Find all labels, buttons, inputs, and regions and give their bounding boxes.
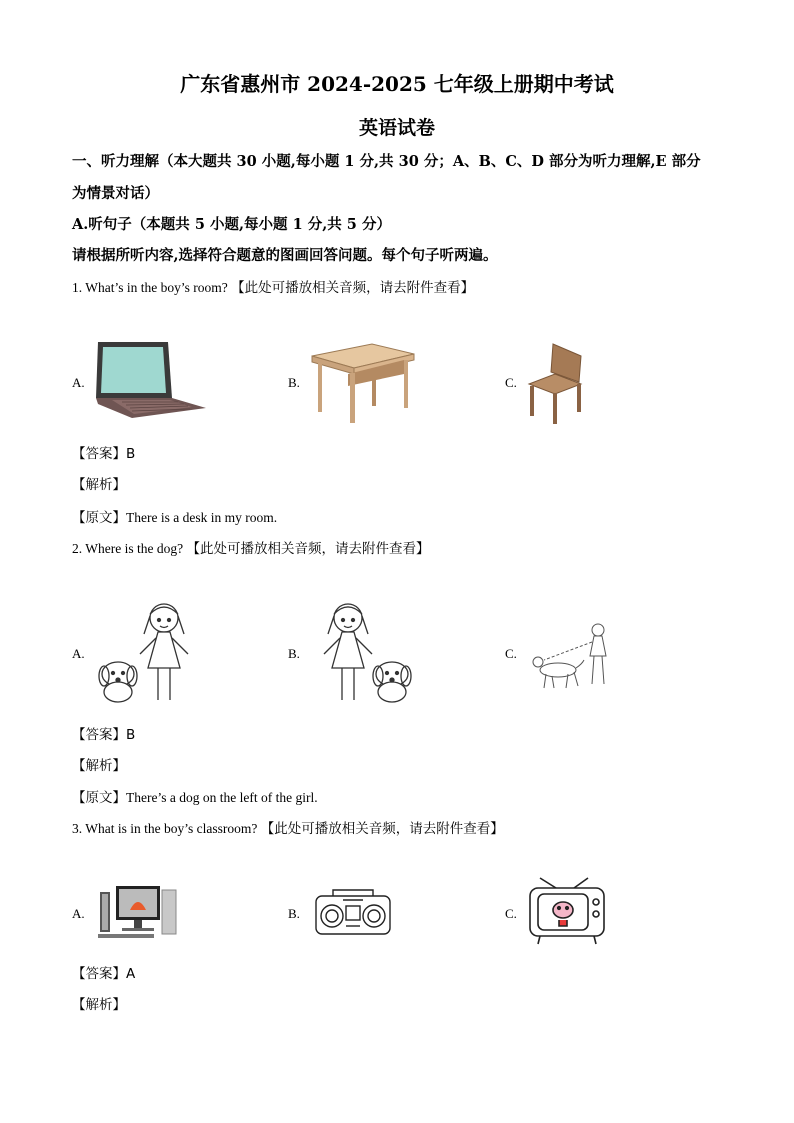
- tv-icon: [526, 876, 608, 946]
- q3-analysis: 【解析】: [72, 997, 126, 1013]
- dog-right-of-girl-icon: [310, 598, 416, 706]
- chair-icon: [525, 342, 587, 424]
- question-1: 1. What’s in the boy’s room? 【此处可播放相关音频，请去附件查看】: [72, 280, 475, 295]
- q2-option-b-label: B.: [288, 646, 300, 661]
- q2-option-c-label: C.: [505, 646, 517, 661]
- girl-walking-dog-icon: [524, 620, 616, 694]
- q1-analysis: 【解析】: [72, 477, 126, 493]
- dog-left-of-girl-icon: [96, 598, 202, 706]
- q3-option-c-label: C.: [505, 906, 517, 921]
- desk-icon: [308, 340, 418, 424]
- q3-option-b-label: B.: [288, 906, 300, 921]
- q2-original: 【原文】There’s a dog on the left of the girl.: [72, 790, 318, 805]
- q1-answer: 【答案】B: [72, 446, 136, 462]
- q2-analysis: 【解析】: [72, 758, 126, 774]
- section-heading-1: 一、听力理解（本大题共 30 小题,每小题 1 分,共 30 分；A、B、C、D 部分为听力理解,E 部分: [72, 153, 701, 170]
- q1-option-b-label: B.: [288, 375, 300, 390]
- q1-option-c-label: C.: [505, 375, 517, 390]
- q2-option-a-label: A.: [72, 646, 85, 661]
- q1-option-a-label: A.: [72, 375, 85, 390]
- q1-original: 【原文】There is a desk in my room.: [72, 510, 278, 525]
- exam-title: 广东省惠州市 2024-2025 七年级上册期中考试: [180, 72, 614, 96]
- q3-option-a-label: A.: [72, 906, 85, 921]
- radio-icon: [313, 886, 393, 938]
- question-3: 3. What is in the boy’s classroom? 【此处可播放相关音频，请去附件查看】: [72, 821, 504, 836]
- question-2: 2. Where is the dog? 【此处可播放相关音频，请去附件查看】: [72, 541, 430, 556]
- part-a-heading: A.听句子（本题共 5 小题,每小题 1 分,共 5 分）: [72, 216, 391, 233]
- instruction: 请根据所听内容,选择符合题意的图画回答问题。每个句子听两遍。: [72, 247, 498, 264]
- computer-icon: [94, 880, 180, 942]
- q3-answer: 【答案】A: [72, 966, 136, 982]
- q2-answer: 【答案】B: [72, 727, 136, 743]
- exam-subtitle: 英语试卷: [358, 117, 435, 139]
- laptop-icon: [92, 338, 210, 420]
- section-heading-2: 为情景对话）: [72, 185, 159, 202]
